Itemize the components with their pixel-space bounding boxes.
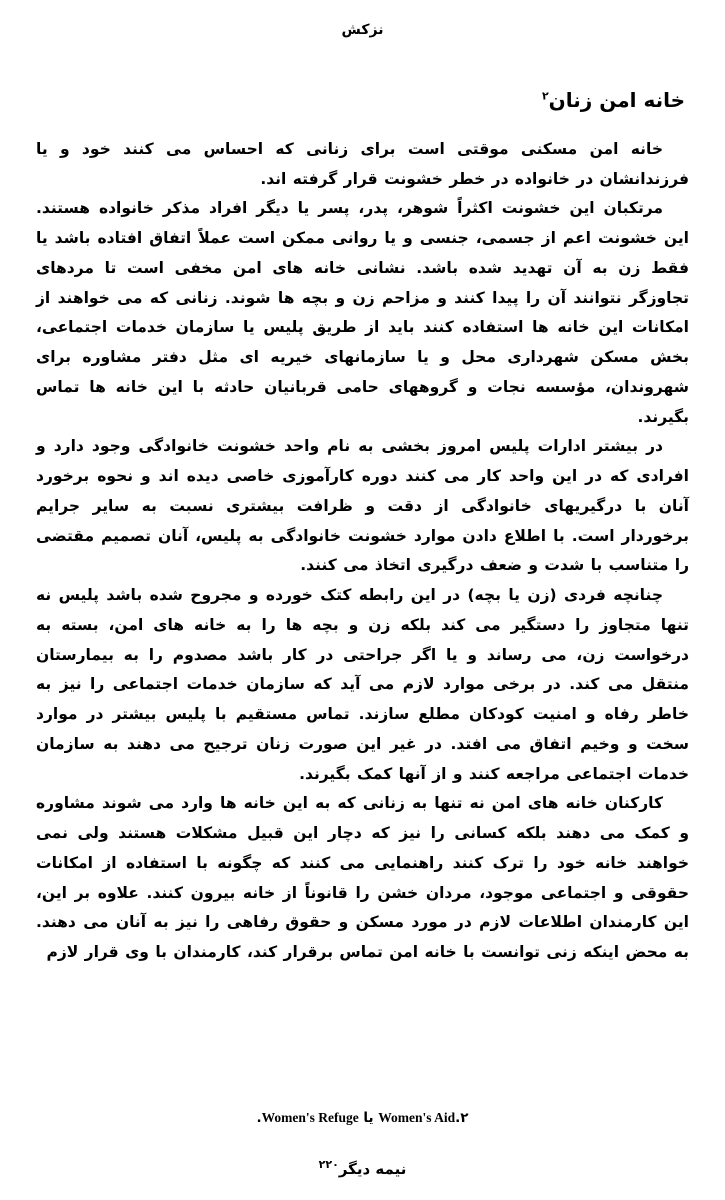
footer-book-title: نیمه دیگر (338, 1160, 407, 1178)
paragraph-3: در بیشتر ادارات پلیس امروز بخشی به نام واحد خشونت خانوادگی وجود دارد و افرادی که در این واحد کار می کنند دوره کارآموزی خاصی دیده اند و نحوه برخورد آنان با درگیریهای خانوادگی از دقت و ظرافت بیشتری نسبت به سایر جرایم برخوردار است. با اطلاع دادن موارد خشونت خانوادگی به پلیس، آنان تصمیم مقتضی را متناسب با شدت و ضعف درگیری اتخاذ می کنند. (36, 437, 689, 575)
footnote-term-2: Women's Refuge (261, 1110, 359, 1125)
paragraph-4: چنانچه فردی (زن یا بچه) در این رابطه کتک خورده و مجروح شده باشد پلیس نه تنها متجاوز را دستگیر می کند بلکه زن و بچه ها را به خانه های امن، بسته به درخواست زن، می رساند و یا اگر جراحتی در کار باشد مصدوم را به بیمارستان منتقل می کند. در برخی موارد لازم می آید که سازمان خدمات اجتماعی را نیز به خاطر رفاه و امنیت کودکان مطلع سازند. تماس مستقیم با پلیس بیشتر در موارد سخت و وخیم اتفاق می افتد. در غیر این صورت زنان ترجیح می دهند به سازمان خدمات اجتماعی مراجعه کنند و از آنها کمک بگیرند. (36, 586, 689, 783)
footnote-term-1: Women's Aid (378, 1110, 456, 1125)
footnote-connector: یا (363, 1110, 374, 1126)
paragraph-1: خانه امن مسکنی موقتی است برای زنانی که احساس می کنند خود و یا فرزندانشان در خانواده در خطر خشونت قرار گرفته اند. (36, 139, 689, 188)
page-title (34, 87, 691, 113)
page-title-footnote-marker: ۲ (541, 89, 549, 103)
body-text (34, 135, 691, 968)
paragraph-5: کارکنان خانه های امن نه تنها به زنانی که به این خانه ها وارد می شوند مشاوره و کمک می دهند بلکه کسانی را نیز که دچار این قبیل مشکلات هستند ولی نمی خواهند خانه خود را ترک کنند راهنمایی می کنند که چگونه با استفاده از امکانات حقوقی و اجتماعی موجود، مردان خشن را قانوناً از خانه بیرون کنند. علاوه بر این، این کارمندان اطلاعات لازم در مورد مسکن و حقوق رفاهی را نیز به آنان می دهند. به محض اینکه زنی توانست با خانه امن تماس برقرار کند، کارمندان با وی قرار لازم (36, 794, 689, 962)
footnote-terminator: . (256, 1110, 262, 1126)
footer-page-number: ۲۲۰ (318, 1158, 339, 1171)
footnote-marker: ۲. (455, 1110, 469, 1126)
footnote (34, 1110, 691, 1126)
paragraph-2: مرتکبان این خشونت اکثراً شوهر، پدر، پسر یا دیگر افراد مذکر خانواده هستند. این خشونت اعم از جسمی، جنسی و یا روانی ممکن است عملاً اتفاق افتاده باشد یا فقط زن به آن تهدید شده باشد. نشانی خانه های امن مخفی است تا مردهای تجاوزگر نتوانند آن را پیدا کنند و مزاحم زن و بچه ها شوند. زنانی که می خواهند از امکانات این خانه ها استفاده کنند باید از طریق پلیس یا سازمان خدمات اجتماعی، بخش مسکن شهرداری محل و یا سازمانهای خیریه ای مثل دفتر مشاوره برای شهروندان، مؤسسه نجات و گروههای حامی قربانیان حادثه با این خانه ها تماس بگیرند. (36, 199, 689, 426)
running-head: نزکش (341, 22, 384, 38)
page-title-text: خانه امن زنان (548, 87, 685, 112)
page-footer (34, 1158, 691, 1178)
